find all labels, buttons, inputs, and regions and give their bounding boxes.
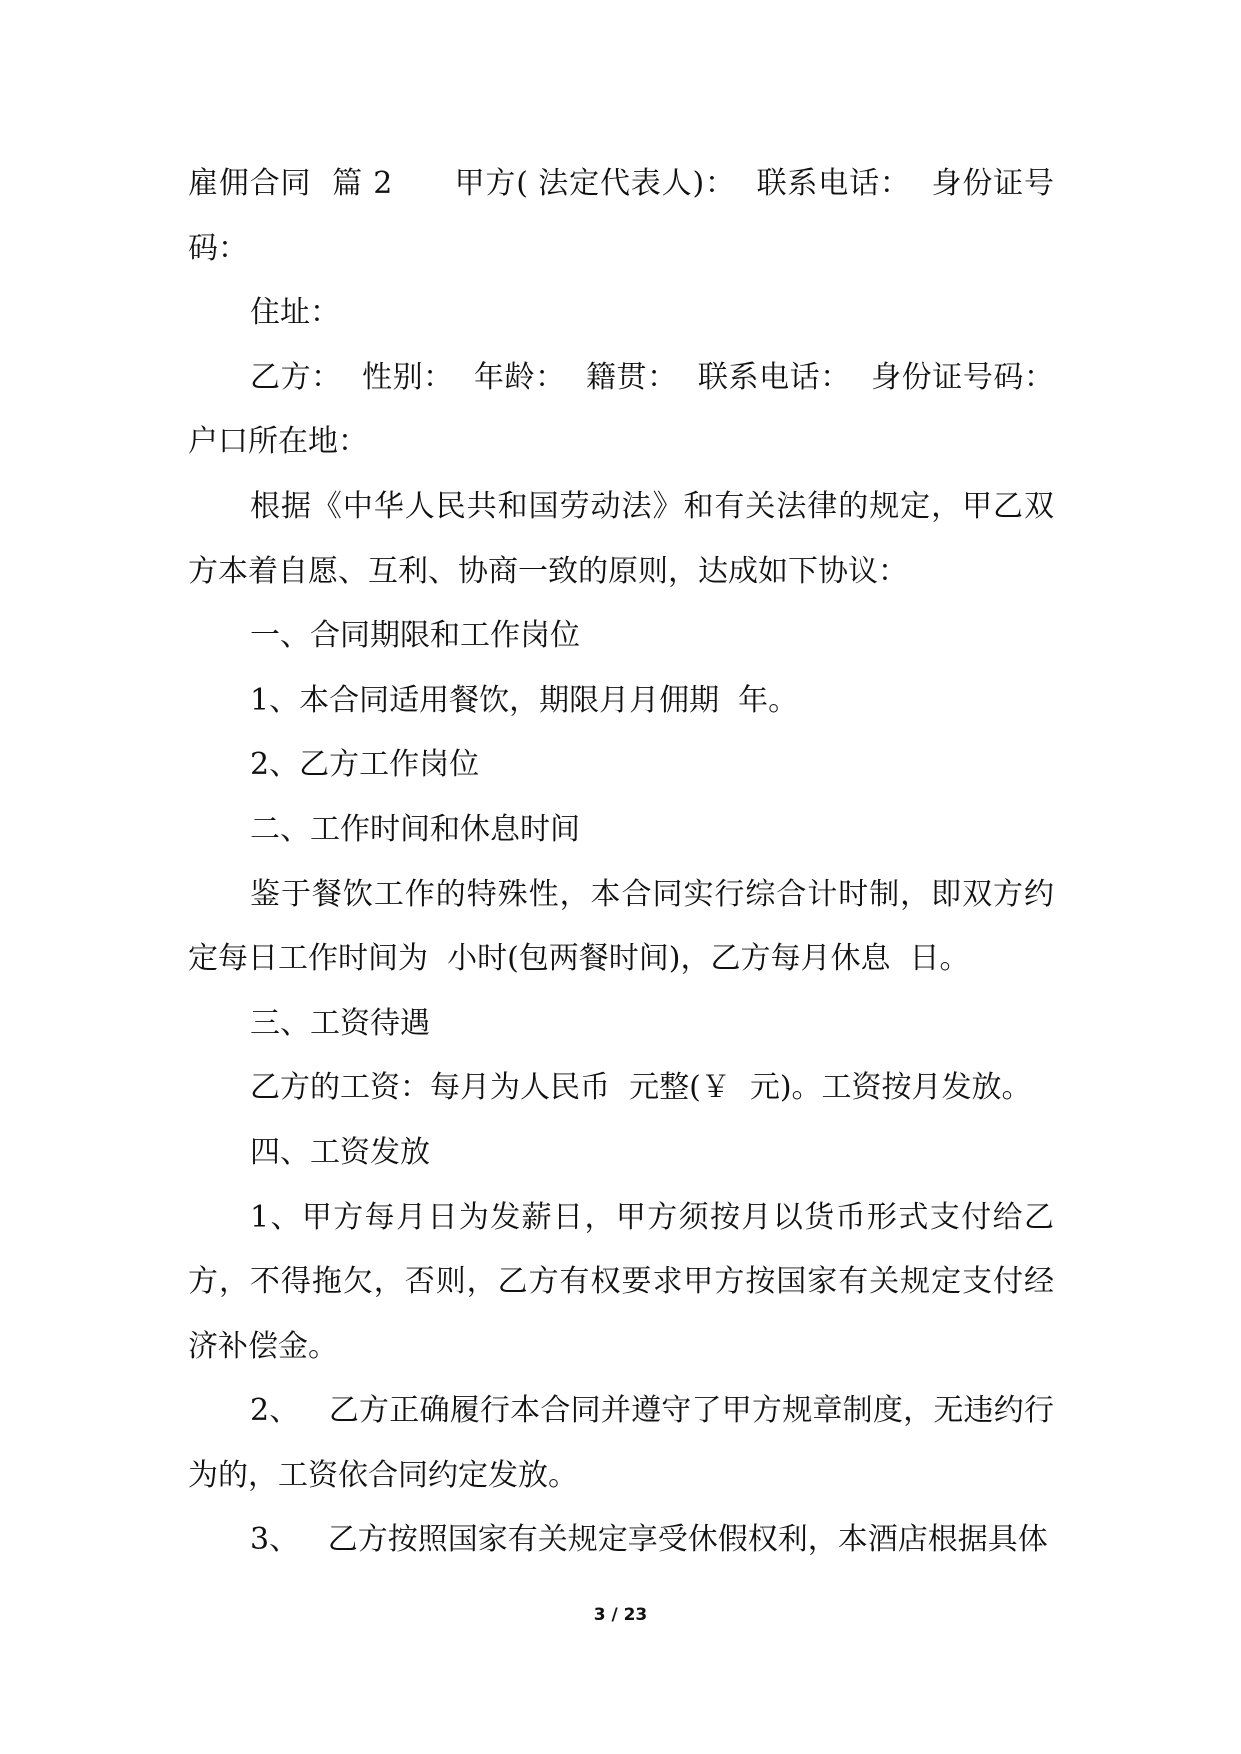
paragraph: 根据《中华人民共和国劳动法》和有关法律的规定，甲乙双方本着自愿、互利、协商一致的原则，达成如下协议： bbox=[188, 488, 1054, 589]
paragraph: 三、工资待遇 bbox=[250, 1005, 430, 1041]
paragraph: 乙方的工资：每月为人民币 元整(￥ 元)。工资按月发放。 bbox=[250, 1070, 1032, 1106]
paragraph: 二、工作时间和休息时间 bbox=[250, 811, 580, 847]
page-number: 3 / 23 bbox=[593, 1605, 648, 1625]
paragraph: 2、 乙方正确履行本合同并遵守了甲方规章制度，无违约行为的，工资依合同约定发放。 bbox=[188, 1393, 1054, 1493]
paragraph: 鉴于餐饮工作的特殊性，本合同实行综合计时制，即双方约定每日工作时间为 小时(包两餐时间)，乙方每月休息 日。 bbox=[188, 876, 1054, 977]
paragraph: 乙方： 性别： 年龄： 籍贯： 联系电话： 身份证号码： 户口所在地： bbox=[188, 359, 1074, 460]
paragraph: 2、乙方工作岗位 bbox=[250, 747, 480, 783]
paragraph: 四、工资发放 bbox=[250, 1134, 430, 1170]
paragraph: 3、 乙方按照国家有关规定享受休假权利，本酒店根据具体 bbox=[250, 1522, 1048, 1558]
paragraph: 1、甲方每月日为发薪日，甲方须按月以货币形式支付给乙方，不得拖欠，否则，乙方有权要求甲方按国家有关规定支付经济补偿金。 bbox=[188, 1199, 1054, 1364]
paragraph: 雇佣合同 篇 2 甲方( 法定代表人)： 联系电话： 身份证号码： bbox=[188, 166, 1054, 266]
paragraph: 1、本合同适用餐饮，期限月月佣期 年。 bbox=[250, 682, 799, 718]
document-body bbox=[188, 152, 1074, 1573]
paragraph: 一、合同期限和工作岗位 bbox=[250, 618, 580, 654]
paragraph: 住址： bbox=[250, 295, 340, 331]
